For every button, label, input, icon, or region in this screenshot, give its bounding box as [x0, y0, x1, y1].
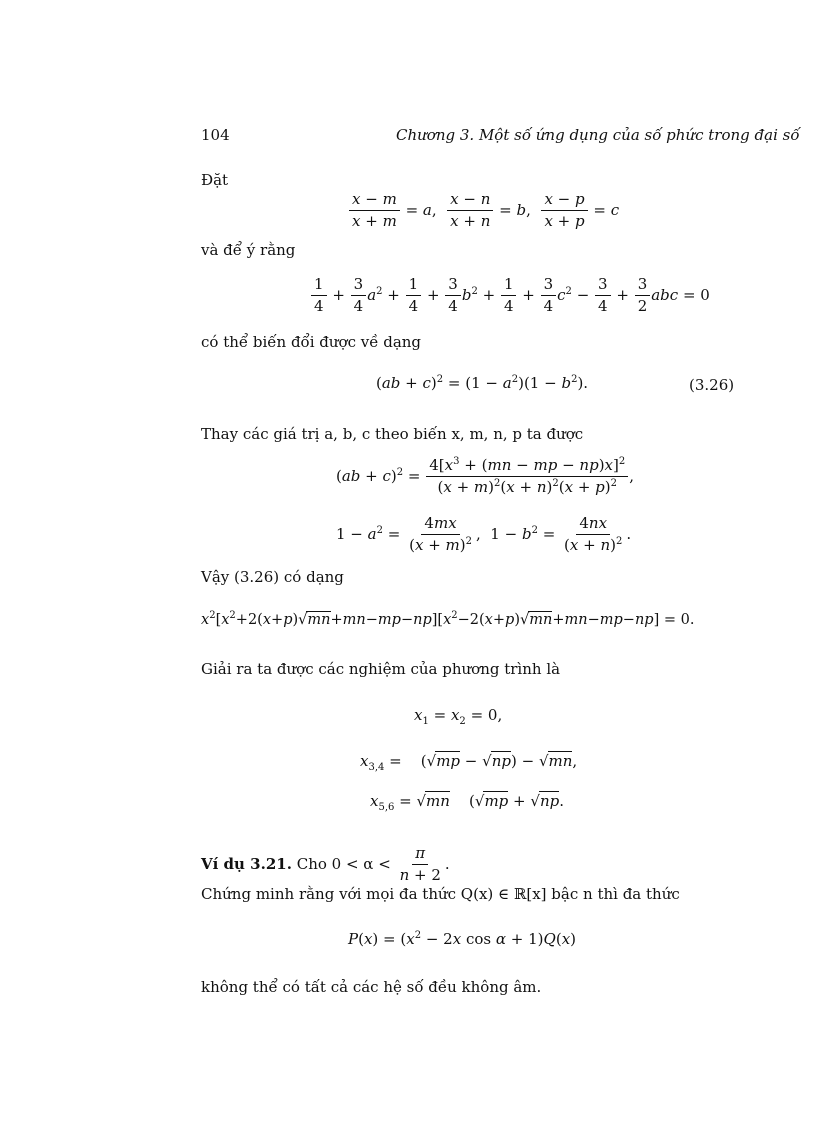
equation-px: $P(x) = (x^2 - 2x$ cos α + 1)Q(x)	[348, 930, 577, 948]
equation-3-26: $(ab + c)^2 = (1 - a^2)(1 - b^2)$.	[376, 374, 589, 392]
equation-identity: $\frac{1}{4}$ + $\frac{3}{4}$ $a^2$ + $\frac{1}{4}$ + $\frac{3}{4}$ $b^2$ + $\frac{1}{4}$ + $\frac{3}{4}$ $c^2$ − $\frac{3}{4}$ + $\frac{3}{2}$ abc = 0	[310, 275, 710, 316]
example-text: Cho 0 < α <	[296, 855, 391, 874]
example-3-21: Ví dụ 3.21. Cho 0 < α < $\frac{\pi}{n + 2}$ .	[201, 844, 450, 884]
equation-root-5-6: $x_{5,6} = √mn$ (√mp + √np.	[370, 792, 564, 813]
paragraph-chung-minh: Chứng minh rằng với mọi đa thức Q(x) ∈ ℝ[x] bậc n thì đa thức	[201, 885, 680, 903]
paragraph-thay: Thay các giá trị a, b, c theo biến x, m, n, p ta được	[201, 425, 584, 443]
example-label: Ví dụ 3.21.	[201, 855, 292, 874]
paragraph-dat: Đặt	[201, 171, 229, 189]
equation-substitution-1: (ab + c)$^2$ = $\frac{4[x^3 + (mn - mp - np)x]^2}{(x + m)^2(x + n)^2(x + p)^2}$ ,	[336, 456, 635, 496]
paragraph-vay: Vậy (3.26) có dạng	[201, 568, 344, 586]
page-number: 104	[201, 126, 230, 144]
running-title: Chương 3. Một số ứng dụng của số phức trong đại số	[396, 126, 800, 144]
equation-abc-definitions: $\frac{x - m}{x + m}$ = a, $\frac{x - n}{x + n}$ = b, $\frac{x - p}{x + p}$ = c	[348, 190, 619, 231]
paragraph-va-de-y: và để ý rằng	[201, 241, 296, 259]
paragraph-co-the: có thể biến đổi được về dạng	[201, 333, 422, 351]
equation-factored: $x^2[x^2+2(x+p)√mn+mn-mp-np][x^2-2(x+p)√mn+mn-mp-np] = 0$.	[201, 610, 695, 628]
equation-root-3-4: $x_{3,4}$ = (√mp − √np) − √mn,	[360, 752, 578, 773]
equation-substitution-2: $1 - a^2$ = $\frac{4mx}{(x + m)^2}$ , $1 - b^2$ = $\frac{4nx}{(x + n)^2}$ .	[336, 514, 632, 554]
paragraph-khong-the: không thể có tất cả các hệ số đều không âm.	[201, 978, 542, 996]
equation-root-1-2: $x_1 = x_2 = 0$,	[414, 706, 503, 727]
paragraph-giai: Giải ra ta được các nghiệm của phương trình là	[201, 660, 561, 678]
equation-number-3-26: (3.26)	[689, 376, 735, 394]
